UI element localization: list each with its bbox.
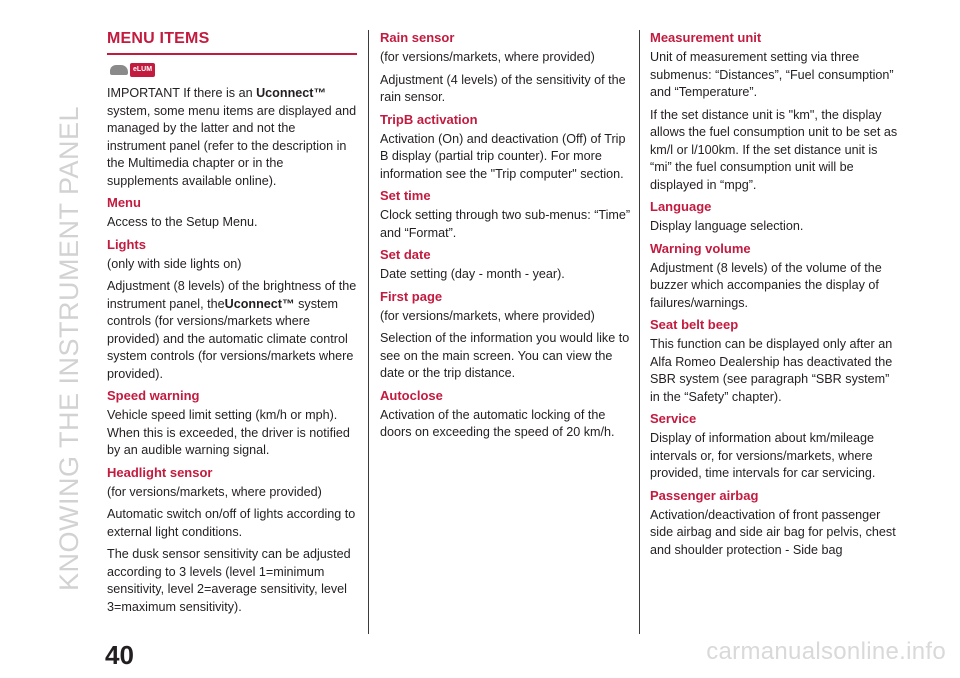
menu-item-measurement-unit: Measurement unit Unit of measurement setting via three submenus: “Distances”, “Fuel consumption” and “Temperature”. If the set distance unit is "km", the display allows the fuel consumption unit to be set as km/l or l/100km. If the set distance unit is “mi” the fuel consumption unit will be displayed in “mpg”. bbox=[650, 30, 900, 194]
menu-item-speed-warning: Speed warning Vehicle speed limit setting (km/h or mph). When this is exceeded, the driver is notified by an audible warning signal. bbox=[107, 388, 357, 460]
menu-item-seat-belt-beep: Seat belt beep This function can be displayed only after an Alfa Romeo Dealership has deactivated the SBR system (see paragraph “SBR system” in the “Safety” chapter). bbox=[650, 317, 900, 406]
menu-item-menu: Menu Access to the Setup Menu. bbox=[107, 195, 357, 232]
version-notice-icon bbox=[110, 61, 357, 79]
menu-item-service: Service Display of information about km/mileage intervals or, for versions/markets, where provided, time intervals for car servicing. bbox=[650, 411, 900, 483]
uconnect-brand: Uconnect™ bbox=[224, 296, 295, 311]
item-heading: Lights bbox=[107, 236, 146, 252]
item-heading: Rain sensor bbox=[380, 30, 455, 45]
menu-item-autoclose: Autoclose Activation of the automatic locking of the doors on exceeding the speed of 20 km/h. bbox=[380, 388, 632, 442]
item-heading: Headlight sensor bbox=[107, 464, 213, 480]
column-right bbox=[650, 30, 900, 564]
important-note: IMPORTANT If there is an Uconnect™ system, some menu items are displayed and managed by the latter and not the instrument panel (refer to the description in the Multimedia chapter or in the supplements available online). bbox=[107, 86, 357, 188]
item-heading: Speed warning bbox=[107, 388, 200, 403]
uconnect-brand: Uconnect™ bbox=[256, 86, 327, 100]
site-watermark: carmanualsonline.info bbox=[706, 638, 946, 665]
chapter-side-label: KNOWING THE INSTRUMENT PANEL bbox=[54, 105, 85, 591]
item-heading: Measurement unit bbox=[650, 30, 762, 45]
menu-item-set-time: Set time Clock setting through two sub-menus: “Time” and “Format”. bbox=[380, 188, 631, 240]
item-heading: Seat belt beep bbox=[650, 317, 739, 332]
menu-item-language: Language Display language selection. bbox=[650, 199, 900, 236]
item-heading: Service bbox=[650, 411, 697, 426]
item-heading: Set date bbox=[380, 247, 431, 262]
menu-item-passenger-airbag: Passenger airbag Activation/deactivation of front passenger side airbag and side air bag for pelvis, chest and shoulder protection - Side bag bbox=[650, 488, 900, 560]
column-divider bbox=[639, 30, 640, 634]
menu-item-first-page: First page (for versions/markets, where provided) Selection of the information you would like to see on the main screen. You can view the date or the trip distance. bbox=[380, 289, 632, 383]
item-heading: Menu bbox=[107, 195, 141, 210]
menu-item-rain-sensor: Rain sensor (for versions/markets, where provided) Adjustment (4 levels) of the sensitivity of the rain sensor. bbox=[380, 30, 632, 107]
menu-item-headlight-sensor: Headlight sensor (for versions/markets, where provided) Automatic switch on/off of lights according to external light conditions. The dusk sensor sensitivity can be adjusted according to 3 levels (level 1=minimum sensitivity, level 2=average sensitivity, level 3=maximum sensitivity). bbox=[107, 464, 356, 614]
menu-item-set-date: Set date Date setting (day - month - year). bbox=[380, 247, 632, 284]
item-heading: Passenger airbag bbox=[650, 487, 759, 503]
item-heading: TripB activation bbox=[380, 111, 478, 127]
menu-item-tripb-activation: TripB activation Activation (On) and deactivation (Off) of Trip B display (partial trip counter). For more information see the "Trip computer" section. bbox=[380, 112, 632, 184]
item-heading: Warning volume bbox=[650, 240, 751, 256]
menu-item-lights: Lights (only with side lights on) Adjustment (8 levels) of the brightness of the instrument panel, theUconnect™ system controls (for versions/markets where provided) and the automatic climate control system controls (for versions/markets where provided). bbox=[107, 236, 357, 381]
item-heading: First page bbox=[380, 288, 443, 304]
car-icon bbox=[110, 65, 128, 75]
section-title: MENU ITEMS bbox=[107, 30, 357, 55]
page-number: 40 bbox=[105, 640, 134, 670]
column-middle bbox=[380, 30, 632, 447]
column-divider bbox=[368, 30, 369, 634]
elum-badge: eLUM bbox=[130, 63, 155, 77]
item-heading: Set time bbox=[380, 188, 431, 203]
item-heading: Language bbox=[650, 199, 712, 214]
menu-item-warning-volume: Warning volume Adjustment (8 levels) of the volume of the buzzer which accompanies the display of failures/warnings. bbox=[650, 241, 900, 313]
item-heading: Autoclose bbox=[380, 387, 443, 403]
column-left bbox=[107, 30, 357, 621]
